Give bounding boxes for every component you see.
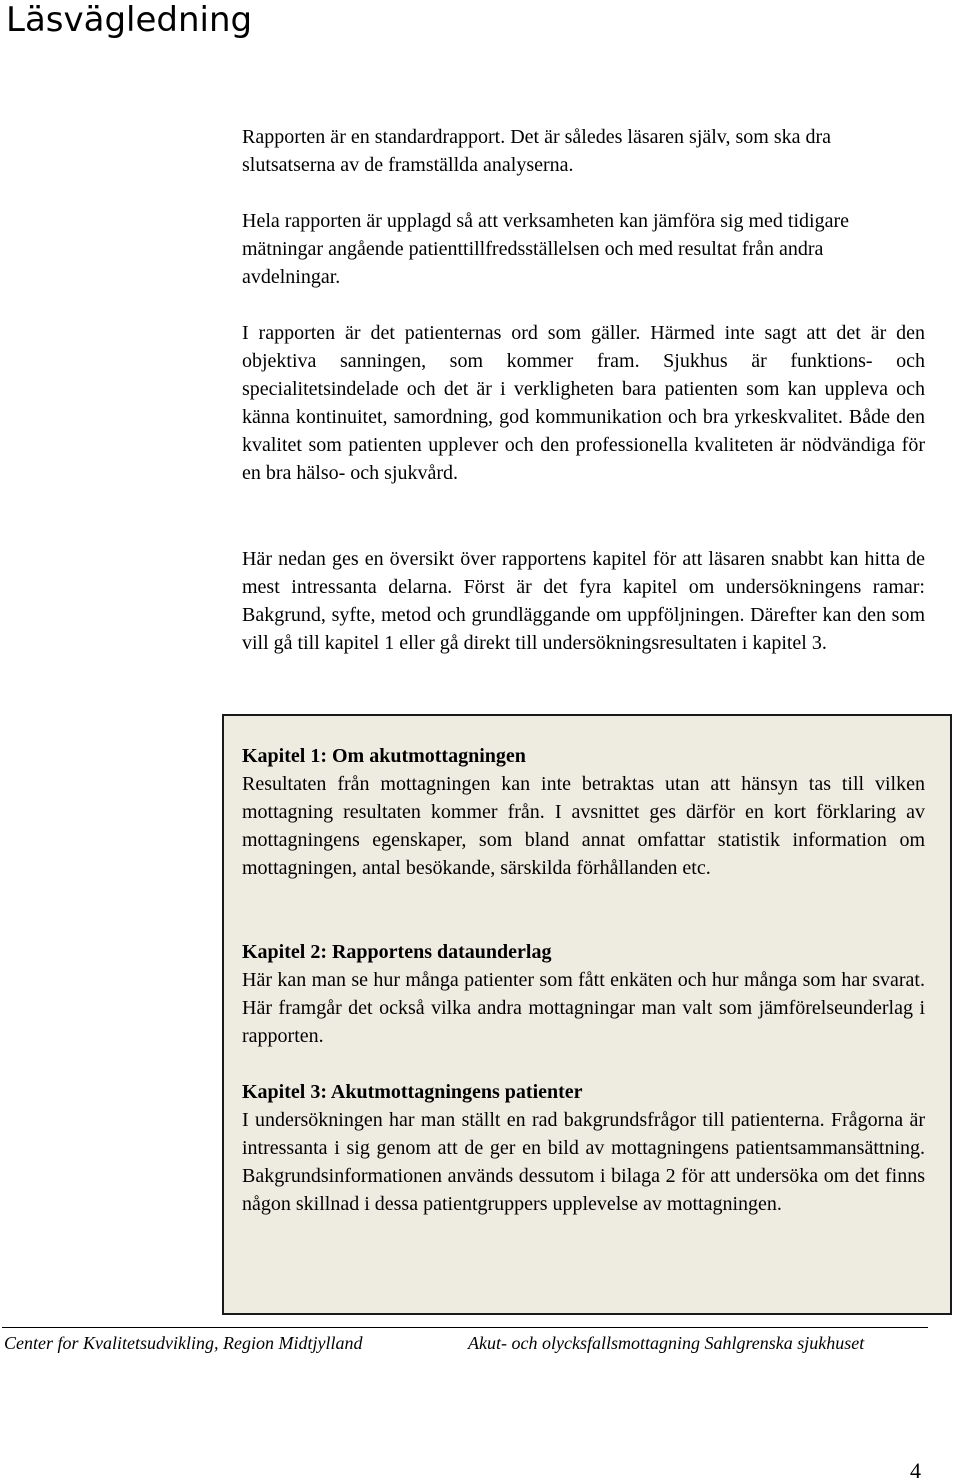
chapter-overview-box — [222, 714, 952, 1315]
intro-paragraph-4: Här nedan ges en översikt över rapportens kapitel för att läsaren snabbt kan hitta de mest intressanta delarna. Först är det fyra kapitel om undersökningens ramar: Bakgrund, syfte, metod och grundläggande om uppföljningen. Därefter kan den som vill gå till kapitel 1 eller gå direkt till undersökningsresultaten i kapitel 3. — [242, 548, 925, 654]
chapter-3-text: I undersökningen har man ställt en rad bakgrundsfrågor till patienterna. Frågorna är intressanta i sig genom att de ger en bild av mottagningens patientsammansättning. Bakgrundsinformationen används dessutom i bilaga 2 för att undersöka om det finns någon skillnad i dessa patientgruppers upplevelse av mottagningen. — [242, 1109, 925, 1215]
footer-divider — [2, 1327, 928, 1328]
intro-paragraph-3: I rapporten är det patienternas ord som gäller. Härmed inte sagt att det är den objektiva sanningen, som kommer fram. Sjukhus är funktions- och specialitetsindelade och det är i verkligheten bara patienten som kan uppleva och känna kontinuitet, samordning, god kommunikation och bra yrkeskvalitet. Både den kvalitet som patienten upplever och den professionella kvaliteten är nödvändiga för en bra hälso- och sjukvård. — [242, 322, 925, 484]
chapter-2-title: Kapitel 2: Rapportens dataunderlag — [242, 941, 552, 963]
chapter-2-section — [242, 938, 925, 1050]
intro-paragraph-1: Rapporten är en standardrapport. Det är således läsaren själv, som ska dra slutsatserna av de framställda analyserna. — [242, 126, 832, 176]
chapter-2-text: Här kan man se hur många patienter som fått enkäten och hur många som har svarat. Här framgår det också vilka andra mottagningar man valt som jämförelseunderlag i rapporten. — [242, 969, 925, 1047]
chapter-1-text: Resultaten från mottagningen kan inte betraktas utan att hänsyn tas till vilken mottagning resultaten kommer från. I avsnittet ges därför en kort förklaring av mottagningens egenskaper, som bland annat omfattar statistik information om mottagningen, antal besökande, särskilda förhållanden etc. — [242, 773, 925, 879]
chapter-1-title: Kapitel 1: Om akutmottagningen — [242, 745, 526, 767]
intro-paragraph-2: Hela rapporten är upplagd så att verksamheten kan jämföra sig med tidigare mätningar angående patienttillfredsställelsen och med resultat från andra avdelningar. — [242, 210, 849, 288]
chapter-3-title: Kapitel 3: Akutmottagningens patienter — [242, 1081, 583, 1103]
footer-department: Akut- och olycksfallsmottagning Sahlgrenska sjukhuset — [468, 1333, 865, 1353]
chapter-1-section — [242, 742, 925, 882]
page-number: 4 — [910, 1458, 921, 1483]
footer-organization: Center for Kvalitetsudvikling, Region Midtjylland — [4, 1333, 363, 1353]
chapter-3-section — [242, 1078, 925, 1218]
page-title: Läsvägledning — [6, 0, 253, 40]
